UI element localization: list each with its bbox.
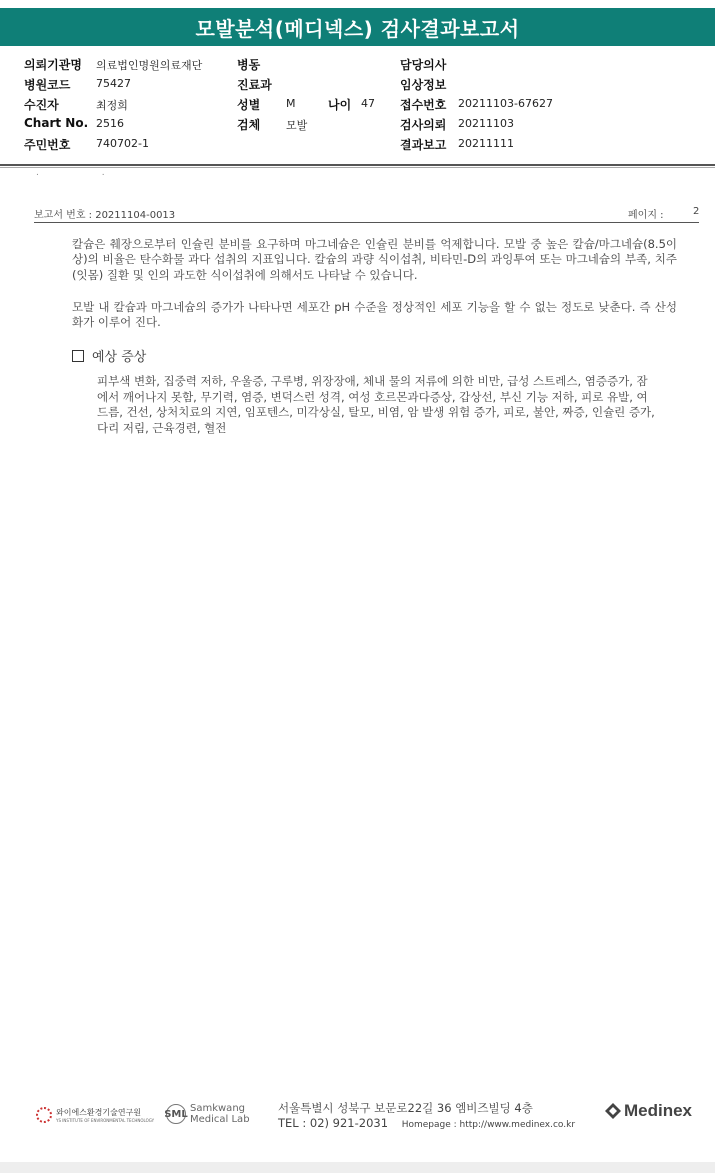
- sex-label: 성별: [237, 98, 261, 112]
- ys-logo-name: 와이에스환경기술연구원: [56, 1108, 142, 1117]
- doctor-label: 담당의사: [400, 58, 447, 72]
- sml-logo-icon: SML: [166, 1104, 186, 1124]
- chart-no-value: 2516: [96, 117, 124, 130]
- ward-label: 병동: [237, 58, 261, 72]
- id-no-value: 740702-1: [96, 137, 149, 150]
- institution-value: 의료법인명원의료재단: [96, 59, 203, 72]
- report-date-label: 결과보고: [400, 138, 447, 152]
- footer-tel: TEL : 02) 921-2031: [278, 1116, 389, 1130]
- age-value: 47: [361, 97, 375, 110]
- samkwang-logo: [166, 1103, 250, 1125]
- hospital-code-label: 병원코드: [24, 78, 71, 92]
- report-title-bar: [0, 8, 715, 46]
- page-edge-marks: . .: [36, 168, 135, 178]
- request-date-label: 검사의뢰: [400, 118, 447, 132]
- page-label: 페이지 :: [628, 210, 664, 221]
- sex-value: M: [286, 97, 296, 110]
- recipient-label: 수진자: [24, 98, 59, 112]
- report-number: 보고서 번호 : 20211104-0013: [34, 210, 176, 221]
- samkwang-line2: Medical Lab: [190, 1114, 250, 1125]
- body-paragraph-1: 칼슘은 췌장으로부터 인슐린 분비를 요구하며 마그네슘은 인슐린 분비를 억제합니다. 모발 중 높은 칼슘/마그네슘(8.5이상)의 비율은 탄수화물 과다 섭취의 지표입니다. 칼슘의 과량 식이섭취, 비타민-D의 과잉투여 또는 마그네슘의 부족, 치주(잇몸) 질환 및 인의 과도한 식이섭취에 의해서도 나타날 수 있습니다.: [72, 237, 677, 282]
- footer-homepage[interactable]: Homepage : http://www.medinex.co.kr: [401, 1120, 576, 1130]
- specimen-label: 검체: [237, 118, 261, 132]
- page-number: 2: [693, 206, 700, 217]
- specimen-value: 모발: [286, 119, 308, 132]
- report-date-value: 20211111: [458, 137, 514, 150]
- info-divider: [0, 164, 715, 166]
- request-date-value: 20211103: [458, 117, 514, 130]
- footer-address: 서울특별시 성북구 보문로22길 36 엠비즈빌딩 4층: [278, 1101, 533, 1115]
- hospital-code-value: 75427: [96, 77, 131, 90]
- medinex-logo-icon: [604, 1102, 622, 1120]
- report-header-divider: [34, 222, 699, 223]
- footer-address-block: [278, 1101, 575, 1133]
- chart-no-label: Chart No.: [24, 116, 89, 130]
- ys-logo-icon: [36, 1107, 52, 1123]
- receipt-no-value: 20211103-67627: [458, 97, 553, 110]
- medinex-logo: [604, 1101, 692, 1121]
- medinex-brand: Medinex: [624, 1101, 693, 1120]
- section-heading: [72, 346, 146, 365]
- receipt-no-label: 접수번호: [400, 98, 447, 112]
- samkwang-line1: Samkwang: [190, 1103, 245, 1114]
- recipient-value: 최정희: [96, 99, 128, 112]
- body-paragraph-2: 모발 내 칼슘과 마그네슘의 증가가 나타나면 세포간 pH 수준을 정상적인 세포 기능을 할 수 없는 정도로 낮춘다. 즉 산성화가 이루어 진다.: [72, 300, 677, 330]
- id-no-label: 주민번호: [24, 138, 71, 152]
- bottom-strip: [0, 1162, 715, 1173]
- department-label: 진료과: [237, 78, 272, 92]
- symptoms-list: 피부색 변화, 집중력 저하, 우울증, 구루병, 위장장애, 체내 물의 저류에 의한 비만, 급성 스트레스, 염증증가, 잠에서 깨어나지 못함, 무기력, 염증, 변덕스런 성격, 여성 호르몬과다증상, 갑상선, 부신 기능 저하, 피로 유발, 여드름, 건선, 상처치료의 지연, 임포텐스, 미각상실, 탈모, 비염, 암 발생 위험 증가, 피로, 불안, 짜증, 인슐린 증가, 다리 저림, 근육경련, 혈전: [97, 374, 655, 435]
- report-title: 모발분석(메디넥스) 검사결과보고서: [195, 16, 520, 41]
- age-label: 나이: [328, 98, 352, 112]
- institution-label: 의뢰기관명: [24, 58, 82, 72]
- checkbox-icon: [72, 350, 84, 362]
- ys-institute-logo: [36, 1107, 154, 1123]
- section-title-text: 예상 증상: [92, 350, 147, 365]
- clinical-info-label: 임상정보: [400, 78, 447, 92]
- ys-logo-sub: YS INSTITUTE OF ENVIRONMENTAL TECHNOLOGY: [56, 1118, 155, 1123]
- patient-info-block: [0, 52, 715, 164]
